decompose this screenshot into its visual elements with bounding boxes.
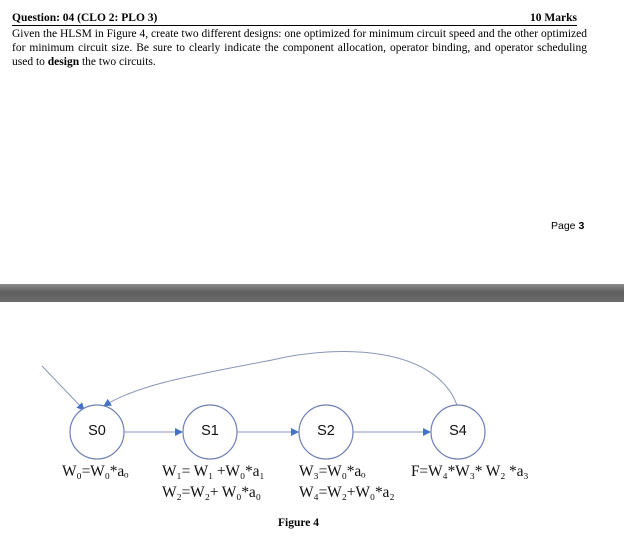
equation-s1-line2: W₂=W₂+ W₀*a₀ xyxy=(162,484,261,501)
question-body: Given the HLSM in Figure 4, create two different designs: one optimized for minimum circuit speed and the other optimized for minimum circuit size. Be sure to clearly indicate the component allocation, operator binding, and operator scheduling used to xyxy=(12,28,587,68)
question-bold-word: design xyxy=(47,56,80,68)
marks-label: 10 Marks xyxy=(530,12,577,24)
state-s0-label: S0 xyxy=(88,423,106,439)
equation-s4: F=W₄*W₃* W₂ *a₃ xyxy=(411,463,529,480)
equation-s2-line2: W₄=W₂+W₀*a₂ xyxy=(299,484,395,501)
page-number-value: 3 xyxy=(578,220,585,232)
state-s4-label: S4 xyxy=(449,423,467,439)
equation-s0: W₀=W₀*aₒ xyxy=(62,463,129,480)
figure-caption: Figure 4 xyxy=(278,517,319,529)
hlsm-figure xyxy=(0,302,624,536)
entry-arrow xyxy=(42,366,84,410)
return-transition-arrow xyxy=(104,352,458,408)
page-label: Page xyxy=(551,220,576,232)
equation-s1-line1: W₁= W₁ +W₀*a₁ xyxy=(162,463,265,480)
page-separator xyxy=(0,284,624,302)
question-text xyxy=(12,27,587,69)
equation-s2-line1: W₃=W₀*aₒ xyxy=(299,463,366,480)
state-s2-label: S2 xyxy=(317,423,335,439)
state-s1-label: S1 xyxy=(201,423,219,439)
question-title: Question: 04 (CLO 2: PLO 3) xyxy=(12,12,158,24)
page-number xyxy=(551,220,584,232)
question-tail: the two circuits. xyxy=(81,56,156,68)
question-header xyxy=(12,12,577,26)
